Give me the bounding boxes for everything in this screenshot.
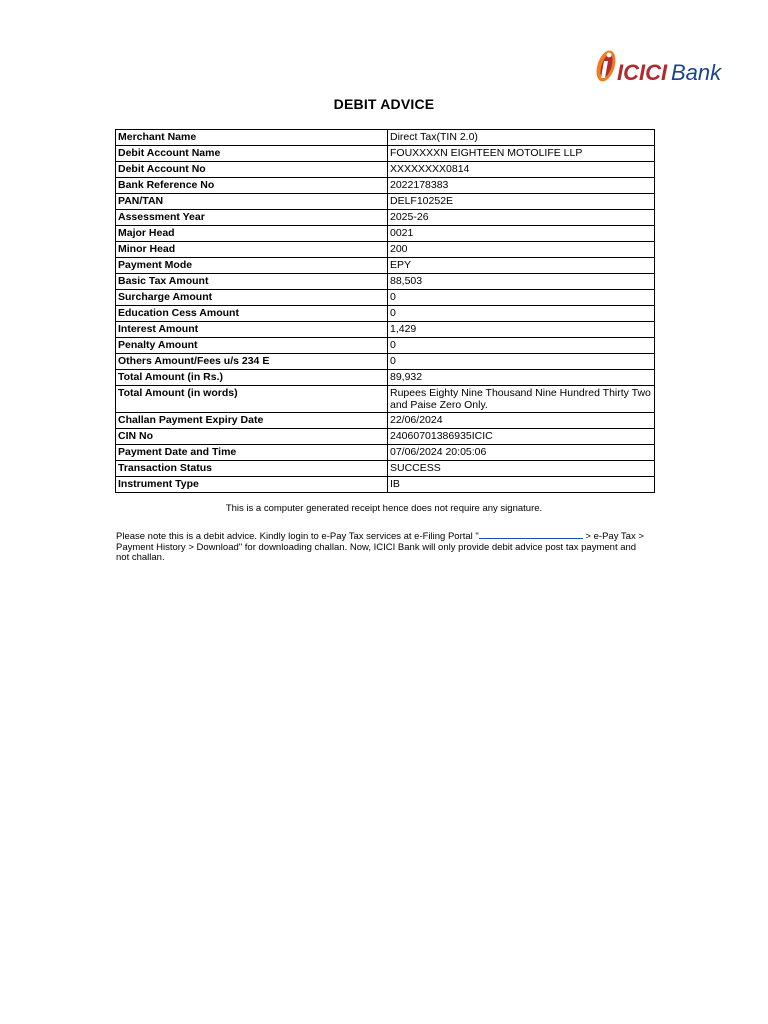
row-value: EPY bbox=[388, 258, 655, 274]
row-label: Payment Mode bbox=[116, 258, 388, 274]
row-label: PAN/TAN bbox=[116, 194, 388, 210]
row-label: Debit Account No bbox=[116, 162, 388, 178]
table-row bbox=[116, 322, 655, 338]
table-row bbox=[116, 370, 655, 386]
row-value: 0 bbox=[388, 354, 655, 370]
row-value: IB bbox=[388, 477, 655, 493]
logo-wordmark: ICICI bbox=[617, 60, 668, 85]
row-label: Transaction Status bbox=[116, 461, 388, 477]
table-row bbox=[116, 274, 655, 290]
table-row bbox=[116, 461, 655, 477]
row-label: Challan Payment Expiry Date bbox=[116, 413, 388, 429]
table-row bbox=[116, 429, 655, 445]
table-row bbox=[116, 354, 655, 370]
row-value: 89,932 bbox=[388, 370, 655, 386]
row-label: Payment Date and Time bbox=[116, 445, 388, 461]
table-row bbox=[116, 226, 655, 242]
table-row bbox=[116, 290, 655, 306]
debit-advice-note bbox=[116, 530, 646, 564]
table-row bbox=[116, 178, 655, 194]
row-value: Rupees Eighty Nine Thousand Nine Hundred Thirty Two and Paise Zero Only. bbox=[388, 386, 655, 413]
row-value: 200 bbox=[388, 242, 655, 258]
row-value: SUCCESS bbox=[388, 461, 655, 477]
row-label: CIN No bbox=[116, 429, 388, 445]
row-label: Others Amount/Fees u/s 234 E bbox=[116, 354, 388, 370]
e-filing-portal-link[interactable] bbox=[479, 530, 583, 539]
table-row bbox=[116, 477, 655, 493]
row-value: DELF10252E bbox=[388, 194, 655, 210]
row-value: 24060701386935ICIC bbox=[388, 429, 655, 445]
row-value: 2022178383 bbox=[388, 178, 655, 194]
row-label: Debit Account Name bbox=[116, 146, 388, 162]
table-row bbox=[116, 445, 655, 461]
table-row bbox=[116, 386, 655, 413]
row-label: Minor Head bbox=[116, 242, 388, 258]
table-row bbox=[116, 210, 655, 226]
row-value: XXXXXXXX0814 bbox=[388, 162, 655, 178]
row-value: FOUXXXXN EIGHTEEN MOTOLIFE LLP bbox=[388, 146, 655, 162]
table-row bbox=[116, 413, 655, 429]
row-value: 22/06/2024 bbox=[388, 413, 655, 429]
table-row bbox=[116, 258, 655, 274]
receipt-note: This is a computer generated receipt hence does not require any signature. bbox=[225, 503, 543, 514]
row-label: Instrument Type bbox=[116, 477, 388, 493]
table-row bbox=[116, 146, 655, 162]
row-label: Penalty Amount bbox=[116, 338, 388, 354]
note-text-end: > e-Pay Tax > Payment History > Download" for downloading challan. Now, ICICI Bank will only provide debit advice post tax payment and not challan. bbox=[116, 531, 644, 563]
row-value: 1,429 bbox=[388, 322, 655, 338]
row-value: 2025-26 bbox=[388, 210, 655, 226]
debit-advice-table bbox=[115, 129, 655, 493]
table-row bbox=[116, 130, 655, 146]
table-row bbox=[116, 162, 655, 178]
row-label: Total Amount (in words) bbox=[116, 386, 388, 413]
row-label: Interest Amount bbox=[116, 322, 388, 338]
row-label: Basic Tax Amount bbox=[116, 274, 388, 290]
row-label: Education Cess Amount bbox=[116, 306, 388, 322]
row-value: 0 bbox=[388, 306, 655, 322]
row-value: 0 bbox=[388, 290, 655, 306]
row-label: Bank Reference No bbox=[116, 178, 388, 194]
table-row bbox=[116, 194, 655, 210]
table-row bbox=[116, 306, 655, 322]
row-label: Merchant Name bbox=[116, 130, 388, 146]
row-value: 88,503 bbox=[388, 274, 655, 290]
row-label: Assessment Year bbox=[116, 210, 388, 226]
note-text-start: Please note this is a debit advice. Kindly login to e-Pay Tax services at e-Filing Portal " bbox=[116, 531, 479, 542]
table-row bbox=[116, 242, 655, 258]
row-label: Surcharge Amount bbox=[116, 290, 388, 306]
row-value: 0 bbox=[388, 338, 655, 354]
row-label: Total Amount (in Rs.) bbox=[116, 370, 388, 386]
icici-logo-icon bbox=[594, 44, 724, 88]
row-label: Major Head bbox=[116, 226, 388, 242]
icici-bank-logo bbox=[594, 44, 724, 88]
logo-wordmark-bank: Bank bbox=[671, 60, 722, 85]
row-value: 0021 bbox=[388, 226, 655, 242]
row-value: 07/06/2024 20:05:06 bbox=[388, 445, 655, 461]
row-value: Direct Tax(TIN 2.0) bbox=[388, 130, 655, 146]
table-row bbox=[116, 338, 655, 354]
page-title: DEBIT ADVICE bbox=[333, 96, 435, 112]
